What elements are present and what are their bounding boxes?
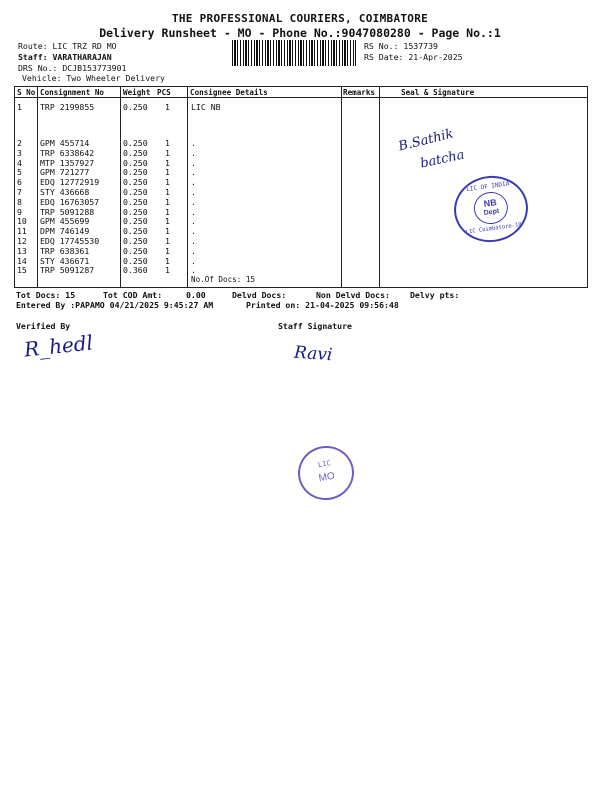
row-weight: 0.250 (123, 177, 148, 188)
seal-center-line2: Dept (483, 207, 500, 218)
row-consignment-number: STY 436671 (40, 255, 90, 266)
row-weight: 0.250 (123, 216, 148, 227)
row-consignee-details: . (191, 157, 196, 168)
row-serial-number: 9 (17, 206, 22, 217)
row-pieces: 1 (165, 255, 170, 266)
delivered-docs: Delvd Docs: (232, 290, 287, 300)
row-consignee-details: . (191, 206, 196, 217)
stamp2-line2: MO (317, 470, 336, 485)
row-consignee-details: . (191, 255, 196, 266)
header-weight: Weight (123, 88, 151, 97)
row-serial-number: 12 (17, 236, 27, 246)
row-consignee-details: . (191, 265, 196, 276)
row-serial-number: 4 (17, 157, 22, 168)
row-pieces: 1 (165, 177, 170, 188)
row-serial-number: 11 (17, 226, 27, 237)
row-consignment-number: TRP 5091288 (40, 206, 95, 217)
row-weight: 0.250 (123, 245, 148, 256)
handwritten-name-line2: batcha (418, 147, 466, 172)
seal-inner-ring (472, 190, 510, 226)
no-of-docs: No.Of Docs: 15 (191, 275, 256, 284)
row-consignee-details: . (191, 216, 196, 227)
total-cod-amount-label: Tot COD Amt: (103, 290, 163, 300)
row-consignment-number: STY 436668 (40, 187, 90, 197)
row-consignee-details: . (191, 236, 196, 246)
entered-by: Entered By :PAPAMO 04/21/2025 9:45:27 AM (16, 300, 214, 310)
rs-date: RS Date: 21-Apr-2025 (364, 52, 463, 62)
row-consignment-number: TRP 2199855 (40, 102, 95, 112)
row-serial-number: 8 (17, 196, 22, 207)
row-pieces: 1 (165, 236, 170, 246)
header-consignee: Consignee Details (190, 88, 268, 97)
row-pieces: 1 (165, 138, 170, 148)
row-serial-number: 3 (17, 147, 22, 158)
table-header-divider (15, 97, 587, 98)
row-consignment-number: EDQ 17745530 (40, 236, 100, 246)
row-consignment-number: TRP 5091287 (40, 265, 95, 276)
row-consignment-number: MTP 1357927 (40, 157, 95, 168)
seal-center-line1: NB (483, 197, 498, 209)
row-consignment-number: EDQ 12772919 (40, 177, 100, 188)
row-consignee-details: . (191, 177, 196, 188)
company-title: THE PROFESSIONAL COURIERS, COIMBATORE (171, 12, 429, 25)
rs-number: RS No.: 1537739 (364, 41, 438, 51)
row-pieces: 1 (165, 196, 170, 207)
row-pieces: 1 (165, 245, 170, 256)
verified-signature: R_hedl (22, 330, 95, 362)
row-pieces: 1 (165, 157, 170, 168)
row-consignment-number: GPM 455699 (40, 216, 90, 227)
row-weight: 0.250 (123, 157, 148, 168)
total-docs: Tot Docs: 15 (16, 290, 76, 300)
row-serial-number: 5 (17, 167, 22, 178)
row-weight: 0.360 (123, 265, 148, 276)
row-serial-number: 7 (17, 187, 22, 197)
printed-on: Printed on: 21-04-2025 09:56:48 (246, 300, 399, 310)
row-pieces: 1 (165, 147, 170, 158)
row-pieces: 1 (165, 187, 170, 197)
row-serial-number: 10 (17, 216, 27, 227)
row-serial-number: 6 (17, 177, 22, 188)
row-consignee-details: . (191, 226, 196, 237)
row-pieces: 1 (165, 265, 170, 276)
verified-by-label: Verified By (16, 321, 71, 331)
row-weight: 0.250 (123, 187, 148, 197)
row-consignment-number: GPM 455714 (40, 138, 90, 148)
header-seal: Seal & Signature (401, 88, 475, 97)
row-consignee-details: . (191, 138, 196, 148)
row-pieces: 1 (165, 167, 170, 178)
staff-label: Staff: VARATHARAJAN (18, 52, 112, 62)
row-weight: 0.250 (123, 167, 148, 178)
row-consignee-details: . (191, 245, 196, 256)
row-consignment-number: EDQ 16763057 (40, 196, 100, 207)
column-divider (379, 87, 380, 287)
staff-signature-label: Staff Signature (278, 321, 352, 331)
row-serial-number: 15 (17, 265, 27, 276)
route-label: Route: LIC TRZ RD MO (18, 41, 117, 51)
total-cod-amount-value: 0.00 (186, 290, 206, 300)
row-consignment-number: GPM 721277 (40, 167, 90, 178)
staff-signature: Ravi (293, 342, 334, 366)
column-divider (37, 87, 38, 287)
row-pieces: 1 (165, 206, 170, 217)
row-consignment-number: TRP 6338642 (40, 147, 95, 158)
row-weight: 0.250 (123, 236, 148, 246)
header-remarks: Remarks (343, 88, 376, 97)
row-consignment-number: TRP 638361 (40, 245, 90, 256)
row-serial-number: 2 (17, 138, 22, 148)
row-pieces: 1 (165, 216, 170, 227)
row-weight: 0.250 (123, 255, 148, 266)
row-serial-number: 1 (17, 102, 22, 112)
vehicle-label: Vehicle: Two Wheeler Delivery (22, 73, 165, 83)
runsheet-subtitle: Delivery Runsheet - MO - Phone No.:9047080280 - Page No.:1 (99, 26, 501, 40)
lic-mo-stamp (294, 442, 359, 505)
non-delivered-docs: Non Delvd Docs: (316, 290, 390, 300)
row-consignee-details: . (191, 147, 196, 158)
handwritten-name-line1: B.Sathik (397, 126, 455, 155)
header-consignment: Consignment No (40, 88, 105, 97)
drs-number: DRS No.: DCJB153773901 (18, 63, 127, 73)
row-consignee-details: . (191, 187, 196, 197)
row-weight: 0.250 (123, 147, 148, 158)
row-weight: 0.250 (123, 102, 148, 112)
row-serial-number: 14 (17, 255, 27, 266)
column-divider (187, 87, 188, 287)
column-divider (120, 87, 121, 287)
row-weight: 0.250 (123, 226, 148, 237)
barcode (232, 40, 356, 66)
row-pieces: 1 (165, 226, 170, 237)
row-consignment-number: DPM 746149 (40, 226, 90, 237)
column-divider (341, 87, 342, 287)
stamp2-line1: LIC (317, 459, 332, 470)
header-sno: S No (17, 88, 36, 97)
row-weight: 0.250 (123, 206, 148, 217)
seal-top-text: LIC OF INDIA (465, 180, 510, 194)
row-pieces: 1 (165, 102, 170, 112)
delivery-points: Delvy pts: (410, 290, 460, 300)
row-serial-number: 13 (17, 245, 27, 256)
row-weight: 0.250 (123, 196, 148, 207)
row-consignee-details: . (191, 167, 196, 178)
row-consignee-details: LIC NB (191, 102, 221, 112)
seal-bottom-text: LIC Coimbatore-18 (465, 221, 523, 236)
row-weight: 0.250 (123, 138, 148, 148)
header-pcs: PCS (157, 88, 171, 97)
row-consignee-details: . (191, 196, 196, 207)
